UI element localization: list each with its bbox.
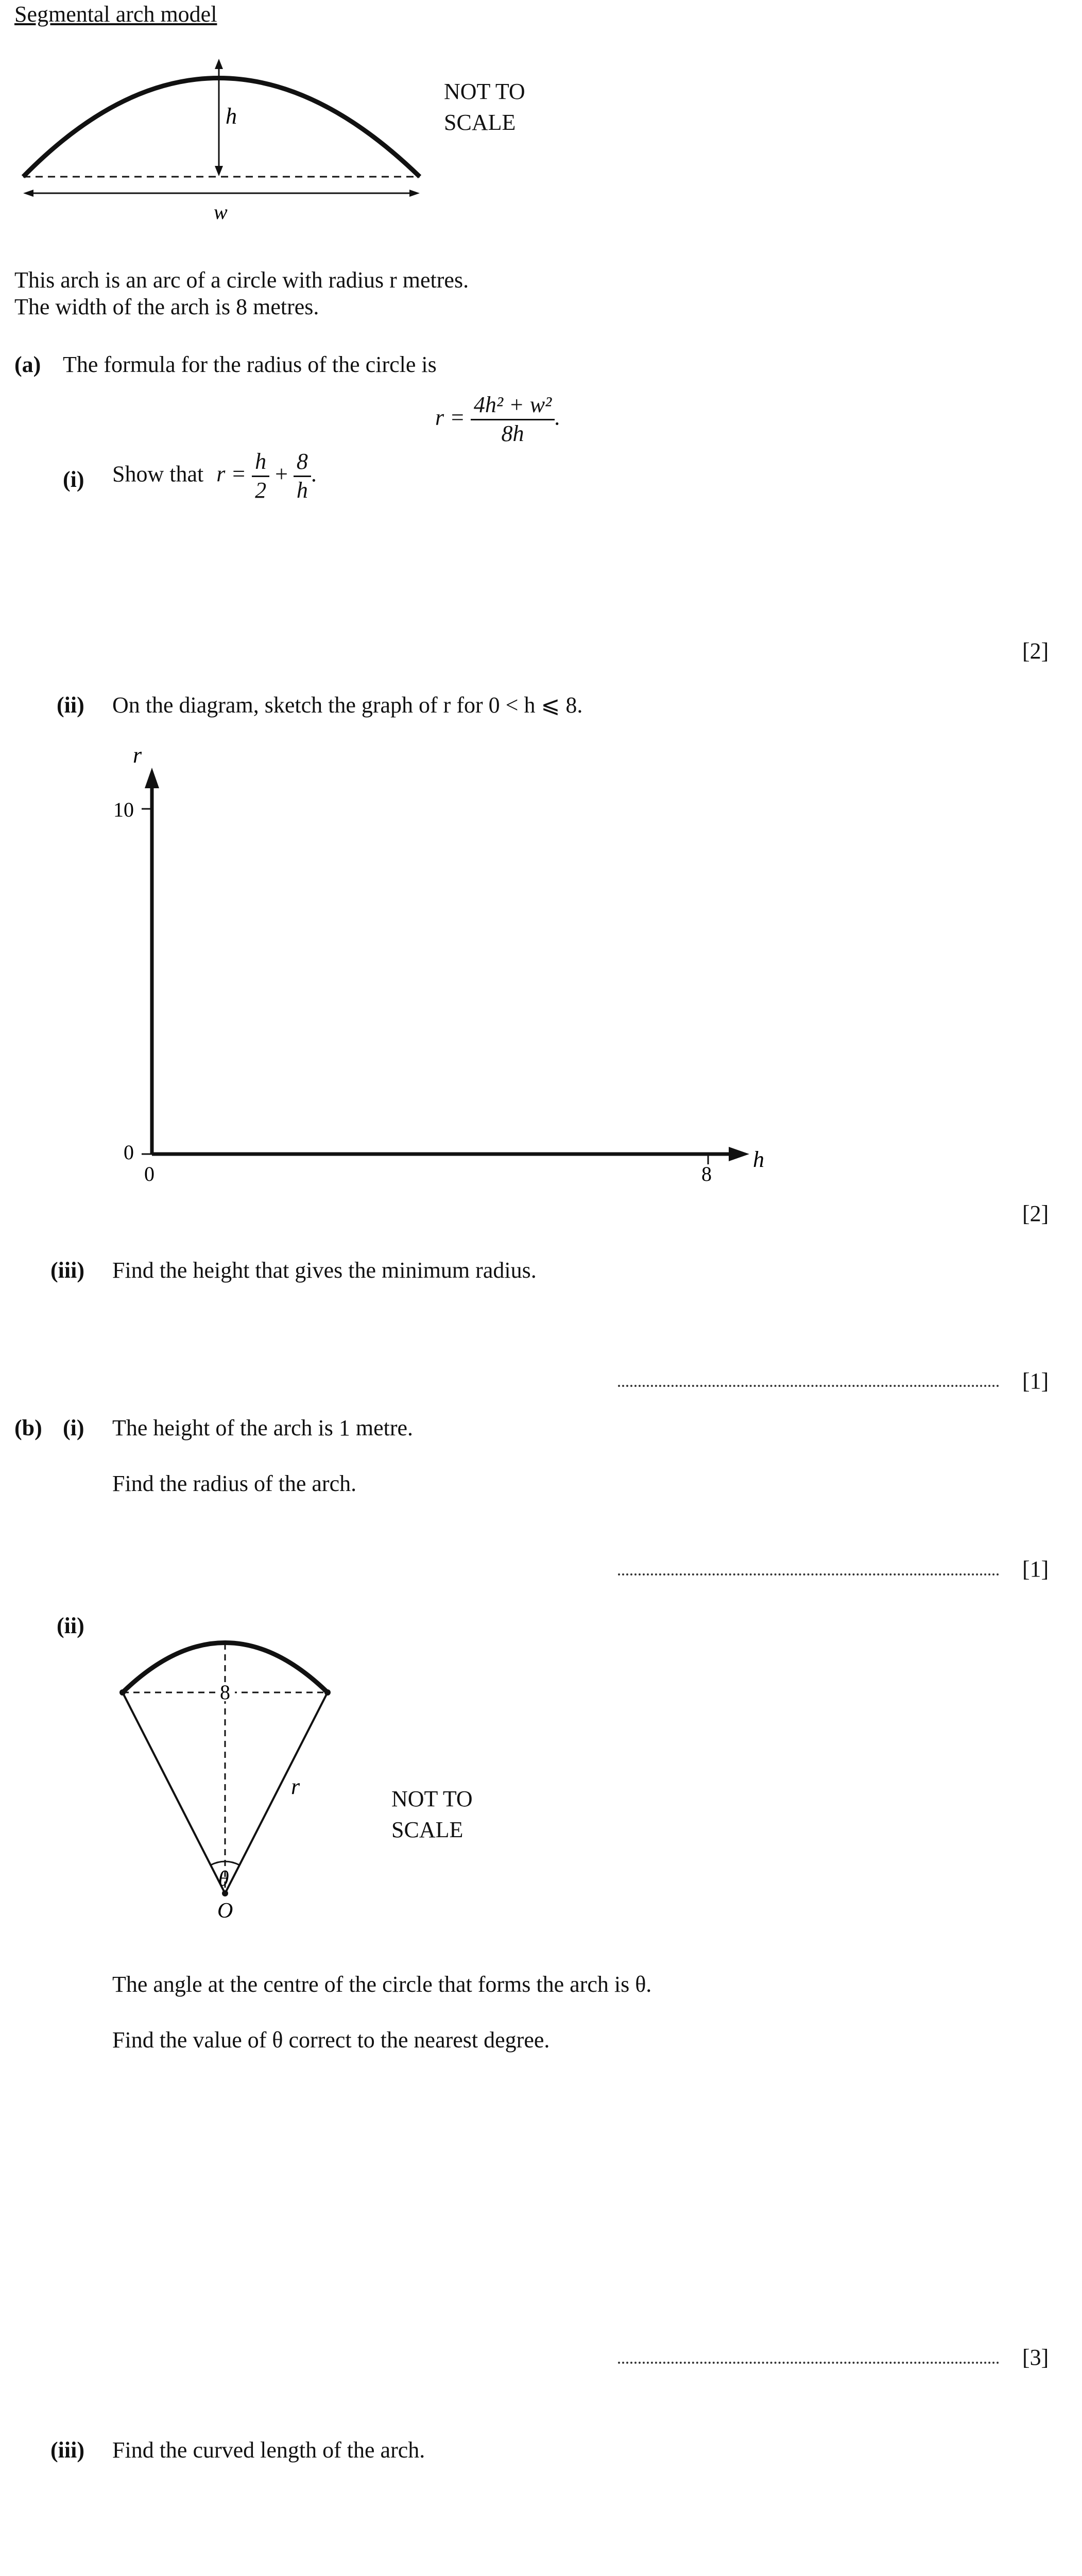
y-axis-arrow xyxy=(145,768,159,788)
plus-sign: + xyxy=(275,461,288,487)
fraction-8-h xyxy=(294,448,311,504)
show-that-lhs: r = xyxy=(216,461,247,487)
part-b-label: (b) xyxy=(14,1415,42,1440)
part-b-iii-label: (iii) xyxy=(50,2437,84,2463)
y-tick-label-10: 10 xyxy=(113,798,134,821)
part-a-i-label: (i) xyxy=(63,467,84,492)
x-axis-label: h xyxy=(753,1147,764,1172)
frac2-num: 8 xyxy=(294,448,311,477)
mark-a-iii: [1] xyxy=(1022,1368,1049,1394)
page-title: Segmental arch model xyxy=(14,2,217,27)
part-a-label: (a) xyxy=(14,352,41,377)
centre-label: O xyxy=(217,1899,233,1922)
not-to-scale-2b: SCALE xyxy=(391,1817,463,1842)
part-a-ii-label: (ii) xyxy=(57,692,84,718)
show-that: Show that r = $\frac{h}{2}$ + $\frac{8}{h}$ . xyxy=(112,448,317,504)
chord-right-point xyxy=(324,1689,331,1696)
chord-width-label: 8 xyxy=(220,1681,230,1704)
part-a-text: The formula for the radius of the circle is xyxy=(63,352,437,377)
part-b-iii-text: Find the curved length of the arch. xyxy=(112,2437,425,2463)
y-tick-label-0: 0 xyxy=(124,1141,134,1164)
part-a-iii-label: (iii) xyxy=(50,1258,84,1283)
width-arrow-right xyxy=(409,190,420,197)
radius-label: r xyxy=(291,1774,300,1799)
part-b-i-text2: Find the radius of the arch. xyxy=(112,1471,357,1496)
sector-diagram xyxy=(103,1623,371,1922)
frac1-num: h xyxy=(252,448,269,477)
part-b-i-label: (i) xyxy=(63,1415,84,1440)
mark-b-i: [1] xyxy=(1022,1556,1049,1582)
formula-lhs: r = xyxy=(435,404,465,430)
centre-point xyxy=(222,1890,228,1896)
answer-line-a-iii[interactable] xyxy=(618,1385,999,1387)
part-b-i-text1: The height of the arch is 1 metre. xyxy=(112,1415,414,1440)
part-a-ii-text: On the diagram, sketch the graph of r for 0 < h ⩽ 8. xyxy=(112,692,583,718)
formula-r: r = $\frac{\text{4h² + w²}}{8h}$ . xyxy=(435,392,560,448)
height-arrow-top xyxy=(215,59,223,69)
mark-a-ii: [2] xyxy=(1022,1201,1049,1226)
frac1-den: 2 xyxy=(255,477,267,503)
height-arrow-bottom xyxy=(215,166,223,176)
chord-left-point xyxy=(119,1689,126,1696)
show-that-text: Show that xyxy=(112,461,204,487)
frac2-den: h xyxy=(296,477,308,503)
not-to-scale-1b: SCALE xyxy=(444,110,516,135)
graph-axes xyxy=(93,747,783,1200)
not-to-scale-2a: NOT TO xyxy=(391,1786,473,1811)
fraction-h-2 xyxy=(252,448,269,504)
mark-a-i: [2] xyxy=(1022,638,1049,664)
mark-b-ii: [3] xyxy=(1022,2345,1049,2370)
intro-line-1: This arch is an arc of a circle with radius r metres. xyxy=(14,267,469,293)
part-b-ii-text1: The angle at the centre of the circle that forms the arch is θ. xyxy=(112,1972,652,1997)
intro-line-2: The width of the arch is 8 metres. xyxy=(14,294,319,319)
part-a-iii-text: Find the height that gives the minimum radius. xyxy=(112,1258,537,1283)
x-tick-label-0: 0 xyxy=(144,1162,154,1185)
part-b-ii-text2: Find the value of θ correct to the nearest degree. xyxy=(112,2027,550,2053)
answer-line-b-ii[interactable] xyxy=(618,2362,999,2364)
width-arrow-left xyxy=(23,190,33,197)
formula-fraction xyxy=(471,392,555,448)
theta-label: θ xyxy=(218,1867,229,1891)
answer-line-b-i[interactable] xyxy=(618,1573,999,1575)
x-axis-arrow xyxy=(729,1147,749,1161)
width-label: w xyxy=(214,200,228,224)
formula-numerator: 4h² + w² xyxy=(471,392,555,420)
part-b-ii-label: (ii) xyxy=(57,1613,84,1638)
left-radius xyxy=(123,1692,225,1893)
right-radius xyxy=(225,1692,328,1893)
formula-denominator: 8h xyxy=(501,420,524,446)
arch-diagram xyxy=(10,52,433,227)
not-to-scale-1a: NOT TO xyxy=(444,79,525,104)
arch-curve xyxy=(23,78,420,177)
height-label: h xyxy=(226,104,237,129)
x-tick-label-8: 8 xyxy=(701,1162,712,1185)
y-axis-label: r xyxy=(133,747,142,768)
